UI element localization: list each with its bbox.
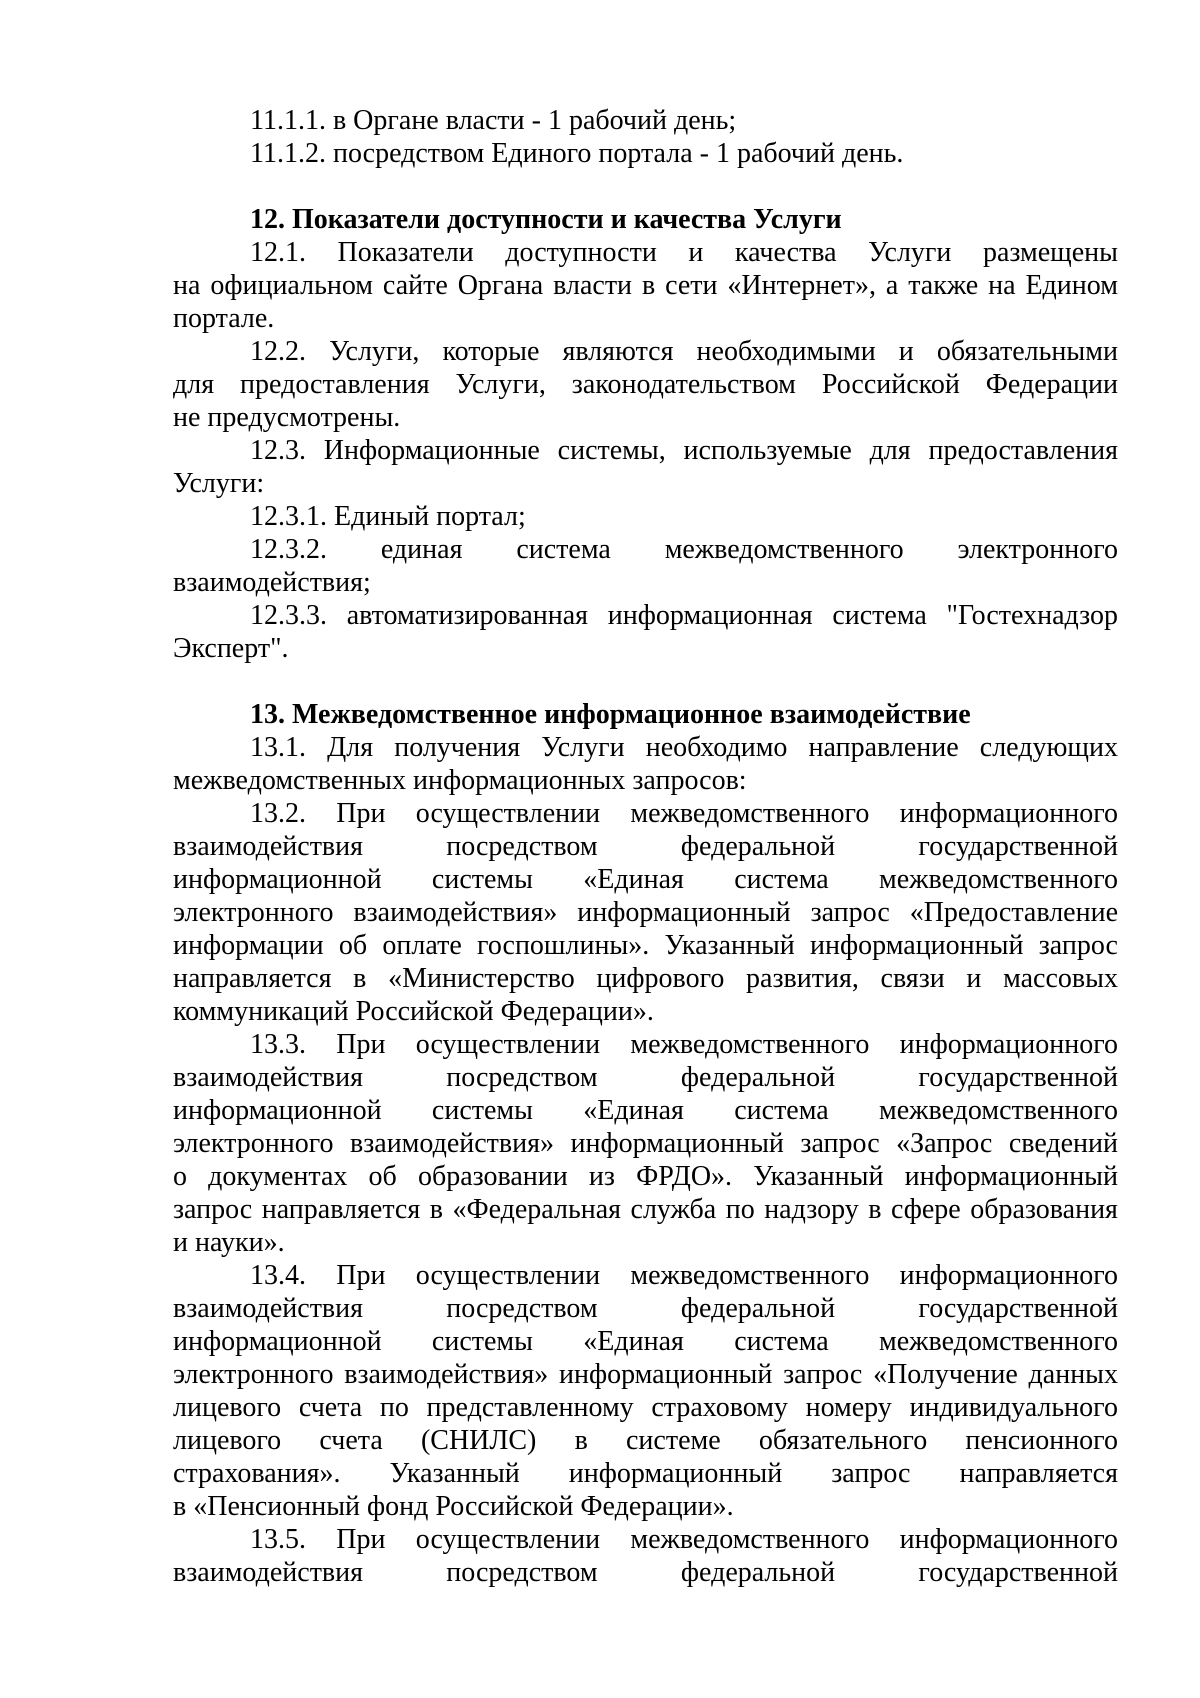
text-line: портале. [173,303,275,334]
text-line: 12.3.3. автоматизированная информационная система "Гостехнадзор [250,600,1118,631]
text-line: 13.3. При осуществлении межведомственного информационного [250,1029,1118,1060]
text-line: 12.1. Показатели доступности и качества Услуги размещены [250,237,1118,268]
text-line: взаимодействия посредством федеральной государственной [173,831,1118,862]
text-line: лицевого счета (СНИЛС) в системе обязательного пенсионного [173,1425,1118,1456]
text-line: 13.1. Для получения Услуги необходимо направление следующих [250,732,1118,763]
section-heading: 12. Показатели доступности и качества Услуги [250,204,842,235]
text-line: и науки». [173,1227,285,1258]
text-line: взаимодействия посредством федеральной государственной [173,1557,1118,1588]
text-line: 12.3.2. единая система межведомственного электронного [250,534,1118,565]
section-heading: 13. Межведомственное информационное взаимодействие [250,699,971,730]
text-line: 13.4. При осуществлении межведомственного информационного [250,1260,1118,1291]
text-line: не предусмотрены. [173,402,401,433]
text-line: информации об оплате госпошлины». Указанный информационный запрос [173,930,1118,961]
text-line: для предоставления Услуги, законодательством Российской Федерации [173,369,1118,400]
paragraph-gap [173,170,1118,203]
text-line: взаимодействия посредством федеральной государственной [173,1293,1118,1324]
text-line: взаимодействия; [173,567,371,598]
text-line: информационной системы «Единая система межведомственного [173,1095,1118,1126]
text-line: информационной системы «Единая система межведомственного [173,1326,1118,1357]
text-line: Эксперт". [173,633,289,664]
text-line: о документах об образовании из ФРДО». Указанный информационный [173,1161,1118,1192]
text-line: коммуникаций Российской Федерации». [173,996,654,1027]
text-line: страхования». Указанный информационный запрос направляется [173,1458,1118,1489]
document-body [173,104,1118,1589]
text-line: 11.1.1. в Органе власти - 1 рабочий день; [250,105,737,136]
text-line: информационной системы «Единая система межведомственного [173,864,1118,895]
text-line: Услуги: [173,468,265,499]
text-line: 12.3. Информационные системы, используемые для предоставления [250,435,1118,466]
text-line: направляется в «Министерство цифрового развития, связи и массовых [173,963,1118,994]
text-line: запрос направляется в «Федеральная служба по надзору в сфере образования [173,1194,1118,1225]
text-line: 12.3.1. Единый портал; [250,501,526,532]
text-line: 12.2. Услуги, которые являются необходимыми и обязательными [250,336,1118,367]
text-line: межведомственных информационных запросов: [173,765,747,796]
paragraph-gap [173,665,1118,698]
text-line: взаимодействия посредством федеральной государственной [173,1062,1118,1093]
text-line: 13.2. При осуществлении межведомственного информационного [250,798,1118,829]
text-line: электронного взаимодействия» информационный запрос «Запрос сведений [173,1128,1118,1159]
text-line: электронного взаимодействия» информационный запрос «Предоставление [173,897,1118,928]
text-line: 13.5. При осуществлении межведомственного информационного [250,1524,1118,1555]
text-line: лицевого счета по представленному страховому номеру индивидуального [173,1392,1118,1423]
text-line: 11.1.2. посредством Единого портала - 1 рабочий день. [250,138,904,169]
text-line: на официальном сайте Органа власти в сети «Интернет», а также на Едином [173,270,1118,301]
text-line: электронного взаимодействия» информационный запрос «Получение данных [173,1359,1118,1390]
text-line: в «Пенсионный фонд Российской Федерации». [173,1491,734,1522]
